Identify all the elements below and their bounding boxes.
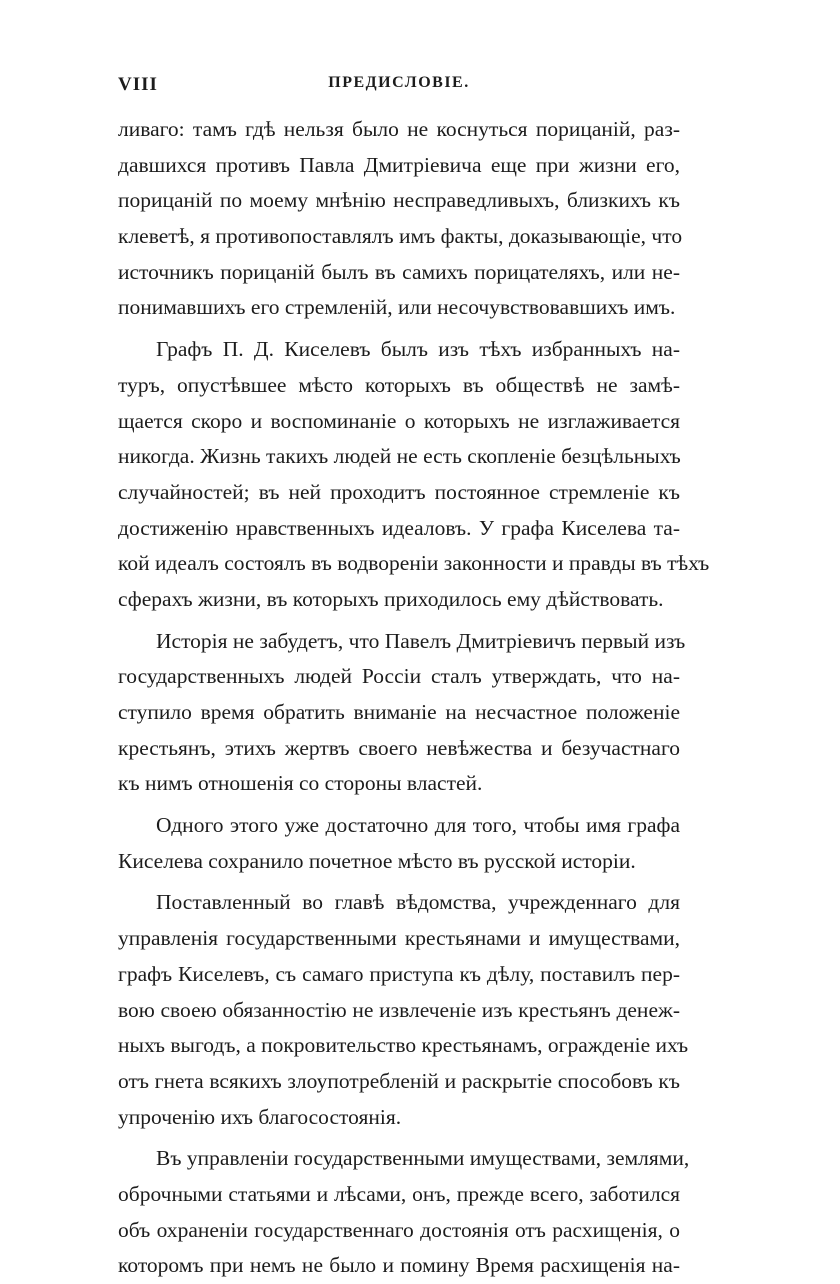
- text-line: крестьянъ, этихъ жертвъ своего невѣжества и безучастнаго: [118, 735, 680, 760]
- text-line: Киселева сохранило почетное мѣсто въ русской исторіи.: [118, 848, 636, 873]
- text-line: сферахъ жизни, въ которыхъ приходилось ему дѣйствовать.: [118, 586, 664, 611]
- text-line: ливаго: тамъ гдѣ нельзя было не коснуться порицаній, раз-: [118, 117, 680, 141]
- text-line: туръ, опустѣвшее мѣсто которыхъ въ обществѣ не замѣ-: [118, 372, 680, 397]
- page-number: VIII: [118, 74, 158, 95]
- text-line: щается скоро и воспоминаніе о которыхъ не изглаживается: [118, 408, 680, 433]
- text-line: графъ Киселевъ, съ самаго приступа къ дѣлу, поставилъ пер-: [118, 961, 680, 986]
- text-line: оброчными статьями и лѣсами, онъ, прежде всего, заботился: [118, 1181, 680, 1206]
- page-body: [118, 112, 710, 1284]
- text-line: никогда. Жизнь такихъ людей не есть скопленіе безцѣльныхъ: [118, 444, 681, 469]
- text-line: источникъ порицаній былъ въ самихъ порицателяхъ, или не-: [118, 259, 680, 284]
- text-line: Поставленный во главѣ вѣдомства, учрежденнаго для: [156, 890, 680, 915]
- text-line: Графъ П. Д. Киселевъ былъ изъ тѣхъ избранныхъ на-: [156, 337, 680, 362]
- text-line: Одного этого уже достаточно для того, чтобы имя графа: [156, 813, 680, 838]
- paragraph: [118, 885, 689, 1135]
- text-line: случайностей; въ ней проходитъ постоянное стремленіе къ: [118, 479, 680, 504]
- text-line: къ нимъ отношенія со стороны властей.: [118, 771, 483, 796]
- text-line: которомъ при немъ не было и помину Время расхищенія на-: [118, 1253, 680, 1278]
- text-line: давшихся противъ Павла Дмитріевича еще при жизни его,: [118, 152, 680, 177]
- text-line: отъ гнета всякихъ злоупотребленій и раскрытіе способовъ къ: [118, 1068, 680, 1093]
- text-line: ступило время обратить вниманіе на несчастное положеніе: [118, 700, 680, 724]
- text-line: кой идеалъ состоялъ въ водвореніи законности и правды въ тѣхъ: [118, 551, 710, 576]
- text-line: объ охраненіи государственнаго достоянія отъ расхищенія, о: [118, 1217, 680, 1242]
- paragraph: [118, 1141, 690, 1284]
- paragraph: [118, 332, 710, 618]
- paragraph: [118, 624, 686, 802]
- running-title: ПРЕДИСЛОВІЕ.: [328, 74, 470, 91]
- text-line: вою своею обязанностію не извлеченіе изъ крестьянъ денеж-: [118, 997, 680, 1022]
- text-line: клеветѣ, я противопоставлялъ имъ факты, доказывающіе, что: [118, 224, 683, 249]
- paragraph: [118, 112, 683, 326]
- text-line: понимавшихъ его стремленій, или несочувствовавшихъ имъ.: [118, 295, 676, 320]
- paragraph: [118, 808, 680, 879]
- text-line: ныхъ выгодъ, а покровительство крестьянамъ, огражденіе ихъ: [118, 1033, 689, 1058]
- page-header: [118, 74, 680, 98]
- text-line: государственныхъ людей Россіи сталъ утверждать, что на-: [118, 664, 680, 689]
- text-line: управленія государственными крестьянами и имуществами,: [118, 926, 680, 951]
- text-line: достиженію нравственныхъ идеаловъ. У графа Киселева та-: [118, 515, 680, 540]
- text-line: Въ управленіи государственными имуществами, землями,: [156, 1146, 690, 1171]
- text-line: порицаній по моему мнѣнію несправедливыхъ, близкихъ къ: [118, 188, 680, 213]
- text-line: Исторія не забудетъ, что Павелъ Дмитріевичъ первый изъ: [156, 628, 686, 653]
- text-line: упроченію ихъ благосостоянія.: [118, 1104, 402, 1129]
